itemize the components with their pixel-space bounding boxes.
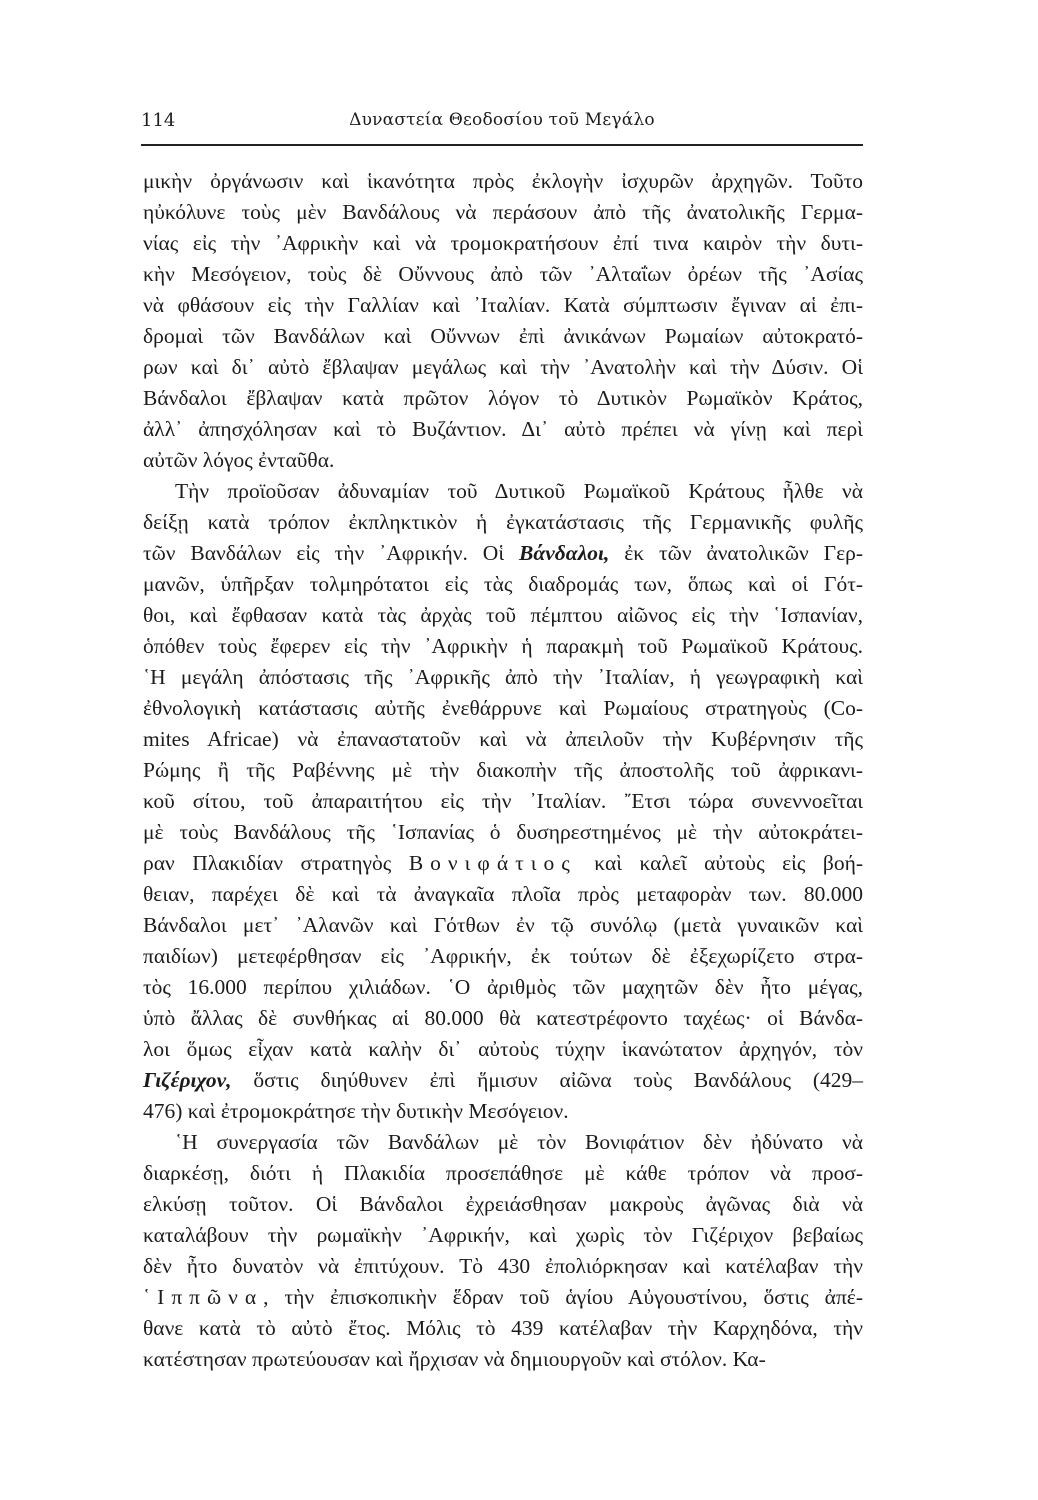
text-line [143, 1034, 863, 1065]
text-segment: διαρκέσῃ, διότι ἡ Πλακιδία προσεπάθησε μὲ κάθε τρόπον νὰ προσ- [143, 1161, 863, 1185]
text-segment: κὴν Μεσόγειον, τοὺς δὲ Οὔννους ἀπὸ τῶν ᾿Αλταΐων ὀρέων τῆς ᾿Ασίας [143, 262, 863, 286]
text-segment: μὲ τοὺς Βανδάλους τῆς ῾Ισπανίας ὁ δυσηρεστημένος μὲ τὴν αὐτοκράτει- [143, 820, 863, 844]
text-line [143, 724, 863, 755]
text-segment: Ρώμης ἢ τῆς Ραβέννης μὲ τὴν διακοπὴν τῆς ἀποστολῆς τοῦ ἀφρικανι- [143, 758, 863, 782]
text-segment: κατέστησαν πρωτεύουσαν καὶ ἤρχισαν νὰ δημιουργοῦν καὶ στόλον. Κα- [143, 1347, 766, 1371]
text-segment: Τὴν προϊοῦσαν ἀδυναμίαν τοῦ Δυτικοῦ Ρωμαϊκοῦ Κράτους ἦλθε νὰ [175, 479, 863, 503]
text-segment: ελκύσῃ τοῦτον. Οἱ Βάνδαλοι ἐχρειάσθησαν μακροὺς ἀγῶνας διὰ νὰ [143, 1192, 863, 1216]
text-segment: θανε κατὰ τὸ αὐτὸ ἔτος. Μόλις τὸ 439 κατέλαβαν τὴν Καρχηδόνα, τὴν [143, 1316, 863, 1340]
text-line [143, 817, 863, 848]
text-segment: θειαν, παρέχει δὲ καὶ τὰ ἀναγκαῖα πλοῖα πρὸς μεταφορὰν των. 80.000 [143, 882, 863, 906]
text-segment: παιδίων) μετεφέρθησαν εἰς ᾿Αφρικήν, ἐκ τούτων δὲ ἐξεχωρίζετο στρα- [143, 944, 863, 968]
text-segment: ῾Η μεγάλη ἀπόστασις τῆς ᾿Αφρικῆς ἀπὸ τὴν ᾿Ιταλίαν, ἡ γεωγραφικὴ καὶ [143, 665, 863, 689]
text-line [143, 259, 863, 290]
text-line [143, 1003, 863, 1034]
spaced-name: ῾Ιππῶνα [143, 1285, 264, 1309]
text-segment: ἐθνολογικὴ κατάστασις αὐτῆς ἐνεθάρρυνε καὶ Ρωμαίους στρατηγοὺς (Co- [143, 696, 863, 720]
body-text [143, 166, 863, 1375]
text-segment: ῾Η συνεργασία τῶν Βανδάλων μὲ τὸν Βονιφάτιον δὲν ἠδύνατο νὰ [175, 1130, 863, 1154]
text-segment: μικὴν ὀργάνωσιν καὶ ἱκανότητα πρὸς ἐκλογὴν ἰσχυρῶν ἀρχηγῶν. Τοῦτο [143, 169, 863, 193]
text-segment: νὰ φθάσουν εἰς τὴν Γαλλίαν καὶ ᾿Ιταλίαν. Κατὰ σύμπτωσιν ἔγιναν αἱ ἐπι- [143, 293, 863, 317]
text-line [143, 290, 863, 321]
text-segment: ἀλλ᾿ ἀπησχόλησαν καὶ τὸ Βυζάντιον. Δι᾿ αὐτὸ πρέπει νὰ γίνῃ καὶ περὶ [143, 417, 863, 441]
text-line [143, 1189, 863, 1220]
text-line [143, 693, 863, 724]
text-segment: νίας εἰς τὴν ᾿Αφρικὴν καὶ νὰ τρομοκρατήσουν ἐπί τινα καιρὸν τὴν δυτι- [143, 231, 863, 255]
text-line [143, 476, 863, 507]
text-line [143, 569, 863, 600]
text-segment: Βάνδαλοι μετ᾿ ᾿Αλανῶν καὶ Γότθων ἐν τῷ συνόλῳ (μετὰ γυναικῶν καὶ [143, 913, 863, 937]
text-line [143, 383, 863, 414]
text-segment: λοι ὅμως εἶχαν κατὰ καλὴν δι᾿ αὐτοὺς τύχην ἱκανώτατον ἀρχηγόν, τὸν [143, 1037, 863, 1061]
text-line [143, 507, 863, 538]
text-line [143, 848, 863, 879]
text-line [143, 879, 863, 910]
text-line [143, 1220, 863, 1251]
text-line [143, 1344, 863, 1375]
text-segment: κοῦ σίτου, τοῦ ἀπαραιτήτου εἰς τὴν ᾿Ιταλίαν. ῎Ετσι τώρα συνεννοεῖται [143, 789, 863, 813]
text-line [143, 755, 863, 786]
text-segment: αὐτῶν λόγος ἐνταῦθα. [143, 448, 335, 472]
page-header [141, 106, 863, 136]
text-line [143, 786, 863, 817]
text-segment: ὁπόθεν τοὺς ἔφερεν εἰς τὴν ᾿Αφρικὴν ἡ παρακμὴ τοῦ Ρωμαϊκοῦ Κράτους. [143, 634, 863, 658]
emphasized-name: Γιζέριχον, [143, 1068, 232, 1092]
emphasized-name: Βάνδαλοι, [519, 541, 610, 565]
header-rule [141, 144, 863, 146]
text-line [143, 1251, 863, 1282]
text-line [143, 1282, 863, 1313]
text-segment: ραν Πλακιδίαν στρατηγὸς [143, 851, 409, 875]
text-segment: θοι, καὶ ἔφθασαν κατὰ τὰς ἀρχὰς τοῦ πέμπτου αἰῶνος εἰς τὴν ῾Ισπανίαν, [143, 603, 863, 627]
page-number: 114 [141, 110, 176, 131]
text-segment: 476) καὶ ἐτρομοκράτησε τὴν δυτικὴν Μεσόγειον. [143, 1099, 569, 1123]
text-segment: δρομαὶ τῶν Βανδάλων καὶ Οὔννων ἐπὶ ἀνικάνων Ρωμαίων αὐτοκρατό- [143, 324, 863, 348]
text-line [143, 631, 863, 662]
text-line [143, 352, 863, 383]
text-segment: μανῶν, ὑπῆρξαν τολμηρότατοι εἰς τὰς διαδρομάς των, ὅπως καὶ οἱ Γότ- [143, 572, 863, 596]
text-line [143, 197, 863, 228]
text-line [143, 1127, 863, 1158]
text-segment: mites Africae) νὰ ἐπαναστατοῦν καὶ νὰ ἀπειλοῦν τὴν Κυβέρνησιν τῆς [143, 727, 863, 751]
text-line [143, 972, 863, 1003]
text-line [143, 600, 863, 631]
text-segment: Βάνδαλοι ἔβλαψαν κατὰ πρῶτον λόγον τὸ Δυτικὸν Ρωμαϊκὸν Κράτος, [143, 386, 863, 410]
text-line [143, 321, 863, 352]
text-segment: ἐκ τῶν ἀνατολικῶν Γερ- [609, 541, 863, 565]
text-line [143, 445, 863, 476]
text-segment: δείξῃ κατὰ τρόπον ἐκπληκτικὸν ἡ ἐγκατάστασις τῆς Γερμανικῆς φυλῆς [143, 510, 863, 534]
text-segment: , τὴν ἐπισκοπικὴν ἕδραν τοῦ ἁγίου Αὐγουστίνου, ὅστις ἀπέ- [263, 1285, 863, 1309]
text-line [143, 1096, 863, 1127]
text-line [143, 941, 863, 972]
text-segment: τῶν Βανδάλων εἰς τὴν ᾿Αφρικήν. Οἱ [143, 541, 520, 565]
text-line [143, 414, 863, 445]
text-segment: δὲν ἦτο δυνατὸν νὰ ἐπιτύχουν. Τὸ 430 ἐπολιόρκησαν καὶ κατέλαβαν τὴν [143, 1254, 863, 1278]
text-line [143, 1158, 863, 1189]
text-line [143, 166, 863, 197]
spaced-name: Βονιφάτιος [408, 851, 577, 875]
text-line [143, 1065, 863, 1096]
text-segment: καταλάβουν τὴν ρωμαϊκὴν ᾿Αφρικήν, καὶ χωρὶς τὸν Γιζέριχον βεβαίως [143, 1223, 863, 1247]
text-segment: ηὐκόλυνε τοὺς μὲν Βανδάλους νὰ περάσουν ἀπὸ τῆς ἀνατολικῆς Γερμα- [143, 200, 863, 224]
text-segment: καὶ καλεῖ αὐτοὺς εἰς βοή- [576, 851, 864, 875]
running-title: Δυναστεία Θεοδοσίου τοῦ Μεγάλο [349, 110, 655, 130]
text-segment: ρων καὶ δι᾿ αὐτὸ ἔβλαψαν μεγάλως καὶ τὴν ᾿Ανατολὴν καὶ τὴν Δύσιν. Οἱ [143, 355, 863, 379]
text-line [143, 662, 863, 693]
text-line [143, 1313, 863, 1344]
text-segment: ὅστις διηύθυνεν ἐπὶ ἥμισυν αἰῶνα τοὺς Βανδάλους (429– [231, 1068, 863, 1092]
text-line [143, 910, 863, 941]
text-line [143, 538, 863, 569]
text-segment: τὸς 16.000 περίπου χιλιάδων. ῾Ο ἀριθμὸς τῶν μαχητῶν δὲν ἦτο μέγας, [143, 975, 863, 999]
text-segment: ὑπὸ ἄλλας δὲ συνθήκας αἱ 80.000 θὰ κατεστρέφοντο ταχέως· οἱ Βάνδα- [143, 1006, 863, 1030]
text-line [143, 228, 863, 259]
